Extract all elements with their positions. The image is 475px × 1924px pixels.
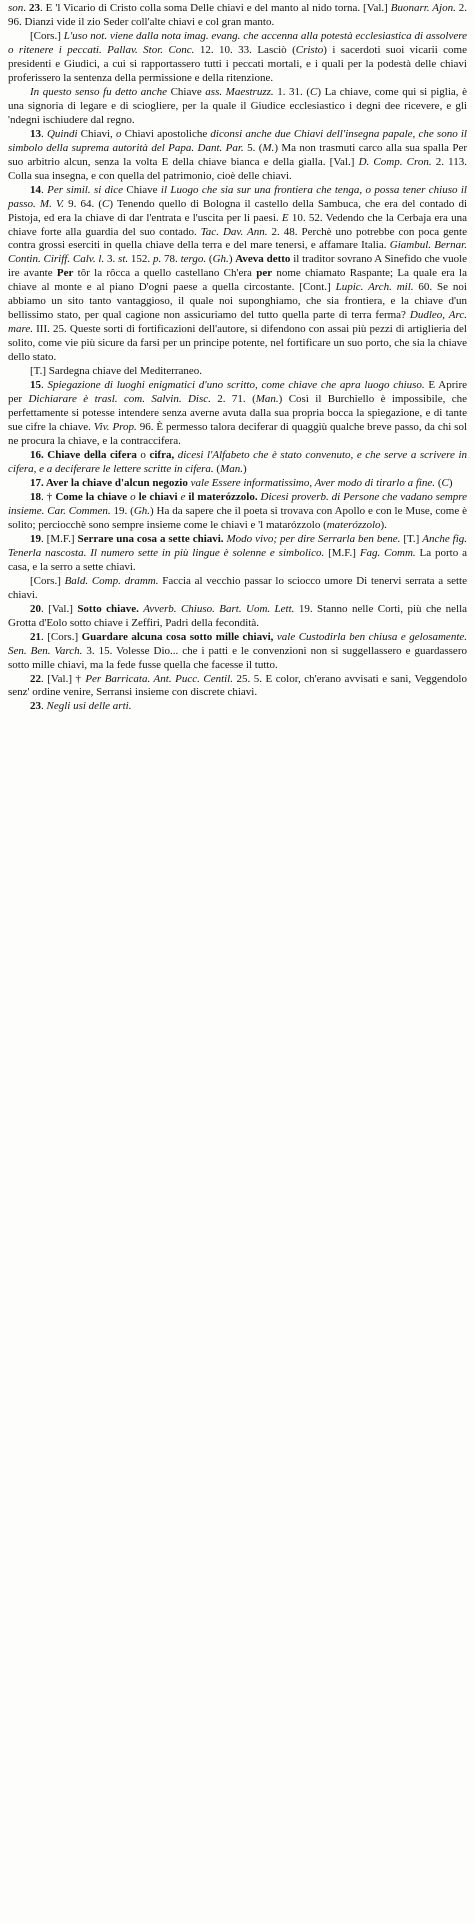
text-run: 25. 5. E color, ch'erano avvisati e sani, Veggendolo senz' ordine venire, Serransi insieme con discrete chiavi. [8, 672, 467, 699]
text-run: tôr la rôcca a quello castellano Ch'era [73, 267, 257, 280]
dictionary-paragraph [8, 575, 467, 603]
text-run: Dicesi proverb. di Persone che vadano sempre insieme. Car. Commen. [8, 490, 468, 517]
text-run: ass. Maestruzz. [205, 85, 274, 98]
dictionary-paragraph [8, 449, 467, 477]
text-run: 96. È permesso talora deciferar di quaggiù qualche breve passo, da chi sol ne procura la chiave, e la contraccifera. [8, 421, 468, 448]
text-run: . E 'l Vicario di Cristo colla soma Delle chiavi e del manto al nido torna. [Val.] [39, 2, 391, 14]
text-run: 5. ( [243, 141, 263, 154]
text-run: 19. Stanno nelle Corti, più che nella Grotta d'Eolo sotto chiave i Zeffiri, Padri della fecondità. [8, 602, 468, 629]
text-run: 2. 113. Colla sua insegna, e con quella del patrimonio, cioè delle chiavi. [8, 155, 467, 182]
dictionary-paragraph [8, 700, 467, 714]
text-run: il Luogo che sia sur una frontiera che tenga, o possa tener chiuso il passo. M. V. [8, 183, 467, 210]
text-run: E Aprire per [8, 379, 467, 406]
text-run: per [256, 267, 273, 280]
text-run: Per Barricata. Ant. Pucc. Centil. [85, 672, 233, 685]
text-run: ) Così il Burchiello è impossibile, che perfettamente si potesse intendere senza averne avuta dalla sua propria bocca la spiegazione, e di tante sue cifre la chiave. [8, 393, 468, 434]
text-run: ) [228, 253, 236, 266]
text-run: Anche fig. [422, 532, 468, 545]
text-run: son [8, 2, 24, 14]
text-run: 21 [30, 630, 41, 643]
text-run: nome chiamato Raspante; La quale era la chiave al monte e al piano D'ogni paese a quella circostante. [Cont.] [8, 267, 467, 294]
text-run: Chiave [122, 183, 161, 196]
text-run: . [41, 127, 47, 140]
text-run: il materózzolo. [188, 490, 261, 503]
dictionary-paragraph [8, 379, 467, 449]
text-run: . [41, 379, 48, 392]
text-run: . [23, 2, 29, 14]
text-run: 2. 96. Dianzi vide il zio Seder coll'alte chiavi e col gran manto. [8, 2, 468, 28]
text-run: C [441, 476, 449, 489]
text-run: . [41, 183, 48, 196]
text-run: Gh. [212, 253, 229, 266]
text-run: Spiegazione di luoghi enigmatici d'uno scritto, come chiave che apra luogo chiuso. [47, 379, 425, 392]
text-run: Man. [255, 393, 279, 406]
text-run: Modo vivo; per dire [226, 532, 315, 545]
text-run: Chiavi, [77, 127, 116, 140]
dictionary-paragraph [8, 86, 467, 128]
text-run: Viv. Prop. [93, 421, 137, 434]
text-run: Gh. [133, 504, 151, 517]
text-run: 13 [30, 127, 41, 140]
text-run: . [Val.] [41, 602, 78, 615]
dictionary-paragraph [8, 491, 467, 533]
text-run: vale Custodirla ben chiusa e gelosamente. Sen. Ben. Varch. [8, 630, 468, 657]
text-run: M. [262, 141, 275, 154]
text-run: ). [380, 518, 387, 531]
text-run: 12. 10. 33. Lasciò ( [194, 43, 296, 56]
text-run: 19 [30, 532, 41, 545]
text-run: 23 [28, 2, 40, 14]
text-run: 9. 64. ( [64, 197, 103, 210]
text-run: Lupic. Arch. mil. [335, 281, 414, 294]
dictionary-paragraph [8, 184, 467, 366]
text-run: Serrare una cosa a sette chiavi. [77, 532, 227, 545]
text-run: ) Tenendo quello di Bologna il castello della Sambuca, che era del contado di Pistoja, ed era la chiave di dar l'entrata e l'uscita per li paesi. [8, 197, 468, 224]
text-run: . [Cors.] [41, 630, 82, 643]
text-run: ) [243, 462, 247, 475]
text-run: 17. Aver la chiave d'alcun negozio [30, 476, 191, 489]
text-run: st. [118, 253, 129, 266]
text-run: 2. 48. Perchè uno potrebbe con poca gente contra grossi eserciti in quella chiave della terra e del mare tenersi, e affamare Italia. [8, 225, 467, 252]
text-run: ( [435, 476, 442, 489]
dictionary-paragraph [8, 603, 467, 631]
dictionary-paragraph [8, 673, 467, 701]
text-run: In questo senso fu detto anche [30, 85, 167, 98]
text-run: tergo. [180, 253, 207, 266]
text-run: Faccia al vecchio passar lo sciocco umore Di tenervi serrata a sette chiavi. [8, 574, 467, 601]
text-run: Quindi [46, 127, 78, 140]
text-run: Dudleo, Arc. mare. [8, 309, 467, 336]
text-run: 20 [30, 602, 41, 615]
text-run: Chiave [167, 85, 206, 98]
text-run: 19. ( [110, 504, 134, 517]
text-run: p. [152, 253, 162, 266]
text-run: [Cors.] [30, 29, 64, 42]
text-run: ) Ha da sapere che il poeta si trovava con Apollo e con le Muse, come è solito; perciocchè sono sempre insieme come le chiavi e 'l matarózzolo ( [8, 504, 468, 531]
text-run: ( [213, 462, 221, 475]
text-run: III. 25. Queste sorti di fortificazioni dell'autore, si difendono con assai più pezzi di artiglieria del solito, come vie più sicure da farsi per un principe potente, nel fortificare un suo porto, che sia la chiave dello stato. [8, 323, 467, 364]
text-run: materózzolo [326, 518, 381, 531]
text-run: 3. [104, 253, 119, 266]
text-run: . [M.F.] [41, 532, 78, 545]
text-run: . † [41, 490, 56, 503]
dictionary-paragraph [8, 533, 467, 575]
text-run: ) i sacerdoti suoi vicarii come presidenti e Giudici, a cui si rapportassero tutti i peccati mortali, e i quali per la podestà delle chiavi proferissero la sentenza della permissione e della ritenzione. [8, 43, 467, 84]
text-run: 10. 52. Vedendo che la Cerbaja era una chiave forte alla guardia del suo contado. [8, 211, 467, 238]
text-run: 14 [30, 183, 41, 196]
text-run: Chiavi apostoliche [121, 127, 211, 140]
text-run: vale Essere informatissimo, Aver modo di tirarlo a fine. [190, 476, 436, 489]
dictionary-paragraph [8, 2, 467, 30]
text-run: 16. Chiave della cifera [30, 449, 137, 461]
text-run: Giambul. Bernar. Contin. Ciriff. Calv. l. [8, 239, 467, 266]
text-run: Tac. Dav. Ann. [200, 225, 268, 238]
text-run: il traditor sovrano A Sinefido che vuole ire avante [8, 253, 468, 280]
text-run: Per [56, 267, 74, 280]
text-run: [T.] Sardegna chiave del Mediterraneo. [30, 365, 203, 378]
text-run: 3. 15. Volesse Dio... che i patti e le convenzioni non si suggellassero e guardassero sotto mille chiavi, ma la fede fusse quella che facesse il tutto. [8, 644, 467, 671]
text-run: . [Val.] † [41, 672, 86, 685]
text-run: 18 [30, 490, 41, 503]
text-run: ) Ma non trasmuti carco alla sua spalla Per suo arbitrio alcun, senza la volta E della chiave bianca e della gialla. [Val.] [8, 141, 467, 168]
dictionary-paragraph [8, 477, 467, 491]
text-run: ( [206, 253, 213, 266]
dictionary-paragraph [8, 128, 467, 184]
text-run: o [127, 490, 139, 503]
text-run: . [41, 700, 47, 713]
dictionary-paragraph [8, 30, 467, 86]
text-run: 152. [128, 253, 153, 266]
text-run: E [281, 211, 289, 224]
text-run: Il numero sette in più lingue è solenne e simbolico. [90, 546, 325, 559]
text-run: 60. Se noi abbiamo un sito tanto vantaggioso, il quale noi suponghiamo, che sia frontiera, e la chiave d'un bellissimo stato, per qual cagione non assicuriamo del tutto quella parte di terra ferma? [8, 281, 467, 322]
text-run: [Cors.] [30, 574, 65, 587]
text-run: Tenerla nascosta. [8, 546, 91, 559]
text-run: ) La chiave, come qui si piglia, è una signoria di legare e di sciogliere, per la quale il Giudice ecclesiastico i degni dee ricevere, e gli 'ndegni ischiudere dal regno. [8, 85, 467, 126]
text-run: Aveva detto [235, 253, 291, 266]
text-run: C [310, 85, 318, 98]
text-run: L'uso not. viene dalla nota imag. evang. che accenna alla potestà ecclesiastica di assolvere o ritenere i peccati. Pallav. Stor. Conc. [8, 29, 467, 56]
text-run: e [177, 490, 189, 503]
text-run: La porto a casa, e la serro a sette chiavi. [8, 546, 467, 573]
text-run: Serrarla ben bene. [314, 532, 404, 545]
text-run: 23 [30, 700, 41, 713]
text-run: Avverb. Chiuso. Bart. Uom. Lett. [143, 602, 295, 615]
text-run: Buonarr. Ajon. [390, 2, 456, 14]
text-run: diconsi anche due Chiavi dell'insegna papale, che sono il simbolo della suprema autorità del Papa. Dant. Par. [8, 127, 467, 154]
text-run: Cristo [295, 43, 324, 56]
text-run: o [136, 449, 150, 461]
text-run: o [115, 127, 122, 140]
text-run: C [102, 197, 110, 210]
text-run: Fag. Comm. [359, 546, 416, 559]
text-run: 22 [30, 672, 41, 685]
text-run: 15 [30, 379, 41, 392]
text-run: Come la chiave [55, 490, 128, 503]
text-run: 78. [161, 253, 181, 266]
text-run: Per simil. si dice [47, 183, 123, 196]
text-run: D. Comp. Cron. [358, 155, 432, 168]
text-run: Bald. Comp. dramm. [64, 574, 159, 587]
text-run: le chiavi [138, 490, 178, 503]
text-run: Guardare alcuna cosa sotto mille chiavi, [81, 630, 277, 643]
text-run: cifra, [149, 449, 178, 461]
text-run: 2. 71. ( [210, 393, 256, 406]
text-run: Man. [220, 462, 244, 475]
text-run: 1. 31. ( [273, 85, 311, 98]
text-run: Dichiarare è trasl. com. Salvin. Disc. [28, 393, 211, 406]
text-run: Sotto chiave. [77, 602, 144, 615]
dictionary-paragraph [8, 631, 467, 673]
text-run: Negli usi delle arti. [46, 700, 132, 713]
text-run: [T.] [403, 532, 423, 545]
dictionary-paragraph [8, 365, 467, 379]
text-run: ) [448, 476, 453, 489]
text-run: [M.F.] [324, 546, 360, 559]
text-run: dicesi l'Alfabeto che è stato convenuto, e che serve a scrivere in cifera, e a deciferare le lettere scritte in cifera. [8, 449, 468, 475]
